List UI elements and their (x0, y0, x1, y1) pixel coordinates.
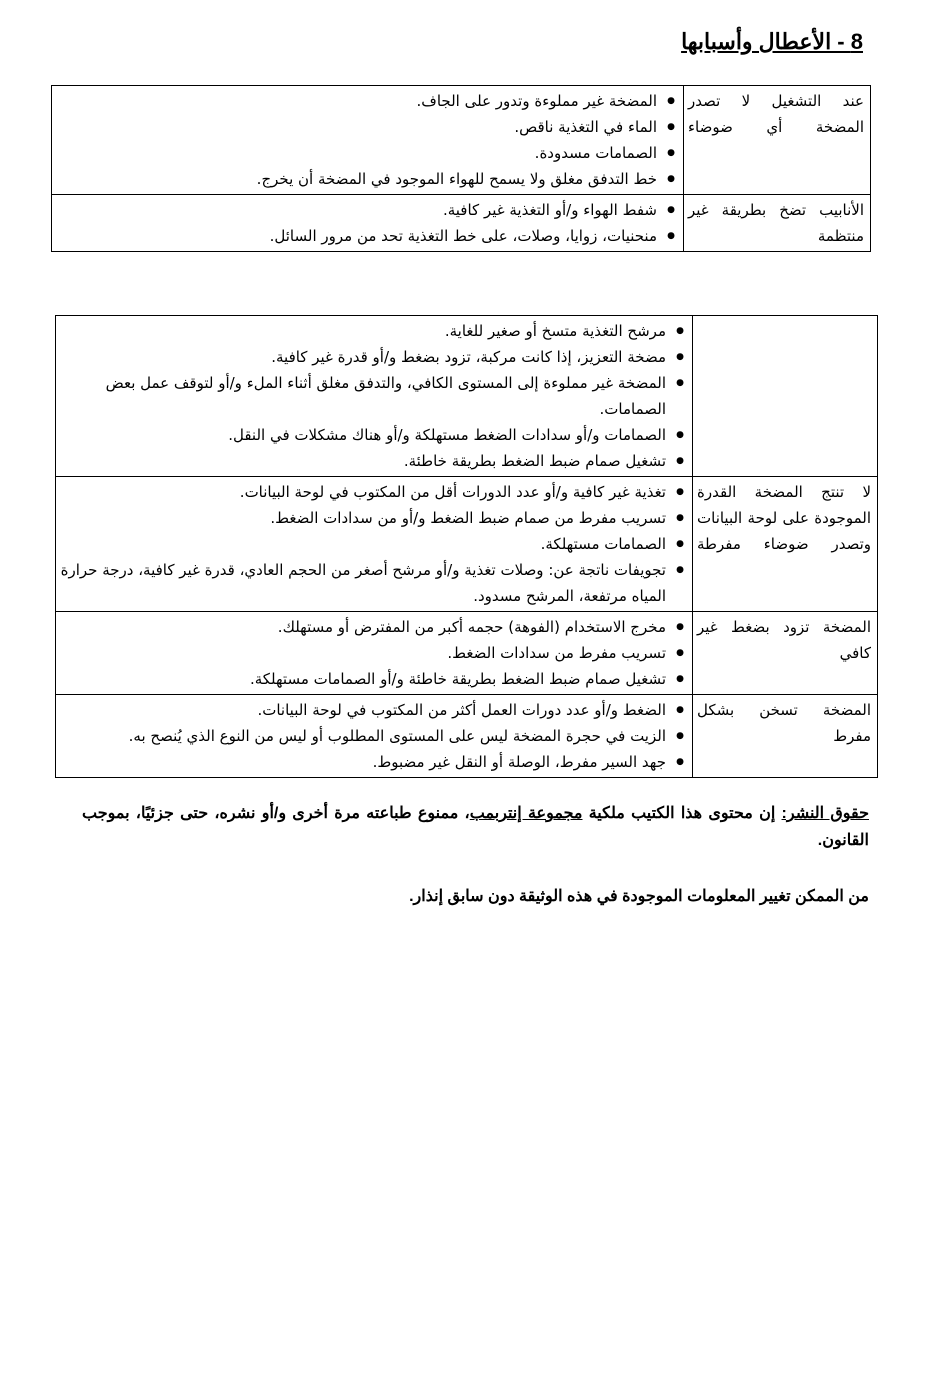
faults-table-1-body (52, 86, 871, 252)
fault-problem: المضخة تزود بضغط غير كافي (693, 612, 878, 695)
causes-list (60, 479, 686, 609)
cause-item: ● مرشح التغذية متسخ أو صغير للغاية. (60, 318, 666, 344)
notes (82, 800, 869, 910)
fault-causes (56, 477, 693, 612)
faults-table-2-body (56, 316, 878, 778)
copyright-company: مجموعة إنتربمب (469, 805, 583, 822)
disclaimer: من الممكن تغيير المعلومات الموجودة في هذه الوثيقة دون سابق إنذار. (409, 888, 869, 905)
cause-item: ● مضخة التعزيز، إذا كانت مركبة، تزود بضغط و/أو قدرة غير كافية. (60, 344, 666, 370)
cause-item: ● تسريب مفرط من سدادات الضغط. (60, 640, 666, 666)
cause-item: ● تغذية غير كافية و/أو عدد الدورات أقل من المكتوب في لوحة البيانات. (60, 479, 666, 505)
cause-item: ● الصمامات مسدودة. (56, 140, 657, 166)
causes-list (60, 697, 686, 775)
causes-list (60, 614, 686, 692)
fault-causes (56, 695, 693, 778)
fault-problem: عند التشغيل لا تصدر المضخة أي ضوضاء (684, 86, 871, 195)
causes-list (56, 88, 677, 192)
fault-row (52, 195, 871, 252)
cause-item: ● منحنيات، زوايا، وصلات، على خط التغذية تحد من مرور السائل. (56, 223, 657, 249)
cause-item: ● المضخة غير مملوءة وتدور على الجاف. (56, 88, 657, 114)
fault-row (56, 695, 878, 778)
cause-item: ● تجويفات ناتجة عن: وصلات تغذية و/أو مرشح أصغر من الحجم العادي، قدرة غير كافية، درجة حرارة المياه مرتفعة، المرشح مسدود. (60, 557, 666, 609)
fault-problem: المضخة تسخن بشكل مفرط (693, 695, 878, 778)
fault-problem (693, 316, 878, 477)
fault-causes (52, 195, 684, 252)
causes-list (60, 318, 686, 474)
fault-row (56, 612, 878, 695)
fault-row (56, 477, 878, 612)
cause-item: ● تشغيل صمام ضبط الضغط بطريقة خاطئة. (60, 448, 666, 474)
faults-table-2 (55, 315, 878, 778)
cause-item: ● تسريب مفرط من صمام ضبط الضغط و/أو من سدادات الضغط. (60, 505, 666, 531)
causes-list (56, 197, 677, 249)
copyright-notice (82, 800, 869, 854)
fault-causes (52, 86, 684, 195)
faults-table-1 (51, 85, 871, 252)
fault-problem: لا تنتج المضخة القدرة الموجودة على لوحة البيانات وتصدر ضوضاء مفرطة (693, 477, 878, 612)
fault-row (56, 316, 878, 477)
cause-item: ● جهد السير مفرط، الوصلة أو النقل غير مضبوط. (60, 749, 666, 775)
cause-item: ● خط التدفق مغلق ولا يسمح للهواء الموجود في المضخة أن يخرج. (56, 166, 657, 192)
fault-problem: الأنابيب تضخ بطريقة غير منتظمة (684, 195, 871, 252)
copyright-text-after: ، ممنوع طباعته مرة أخرى و/أو نشره، حتى جزئيًا، بموجب القانون. (82, 805, 869, 849)
cause-item: ● تشغيل صمام ضبط الضغط بطريقة خاطئة و/أو الصمامات مستهلكة. (60, 666, 666, 692)
cause-item: ● الماء في التغذية ناقص. (56, 114, 657, 140)
fault-row (52, 86, 871, 195)
cause-item: ● الصمامات مستهلكة. (60, 531, 666, 557)
section-title: 8 - الأعطال وأسبابها (681, 29, 863, 54)
copyright-text-before: إن محتوى هذا الكتيب ملكية (582, 805, 782, 822)
cause-item: ● الضغط و/أو عدد دورات العمل أكثر من المكتوب في لوحة البيانات. (60, 697, 666, 723)
cause-item: ● مخرج الاستخدام (الفوهة) حجمه أكبر من المفترض أو مستهلك. (60, 614, 666, 640)
cause-item: ● المضخة غير مملوءة إلى المستوى الكافي، والتدفق مغلق أثناء الملء و/أو لتوقف عمل بعض الصمامات. (60, 370, 666, 422)
cause-item: ● الصمامات و/أو سدادات الضغط مستهلكة و/أو هناك مشكلات في النقل. (60, 422, 666, 448)
fault-causes (56, 316, 693, 477)
cause-item: ● شفط الهواء و/أو التغذية غير كافية. (56, 197, 657, 223)
cause-item: ● الزيت في حجرة المضخة ليس على المستوى المطلوب أو ليس من النوع الذي يُنصح به. (60, 723, 666, 749)
fault-causes (56, 612, 693, 695)
copyright-label: حقوق النشر: (781, 805, 870, 822)
